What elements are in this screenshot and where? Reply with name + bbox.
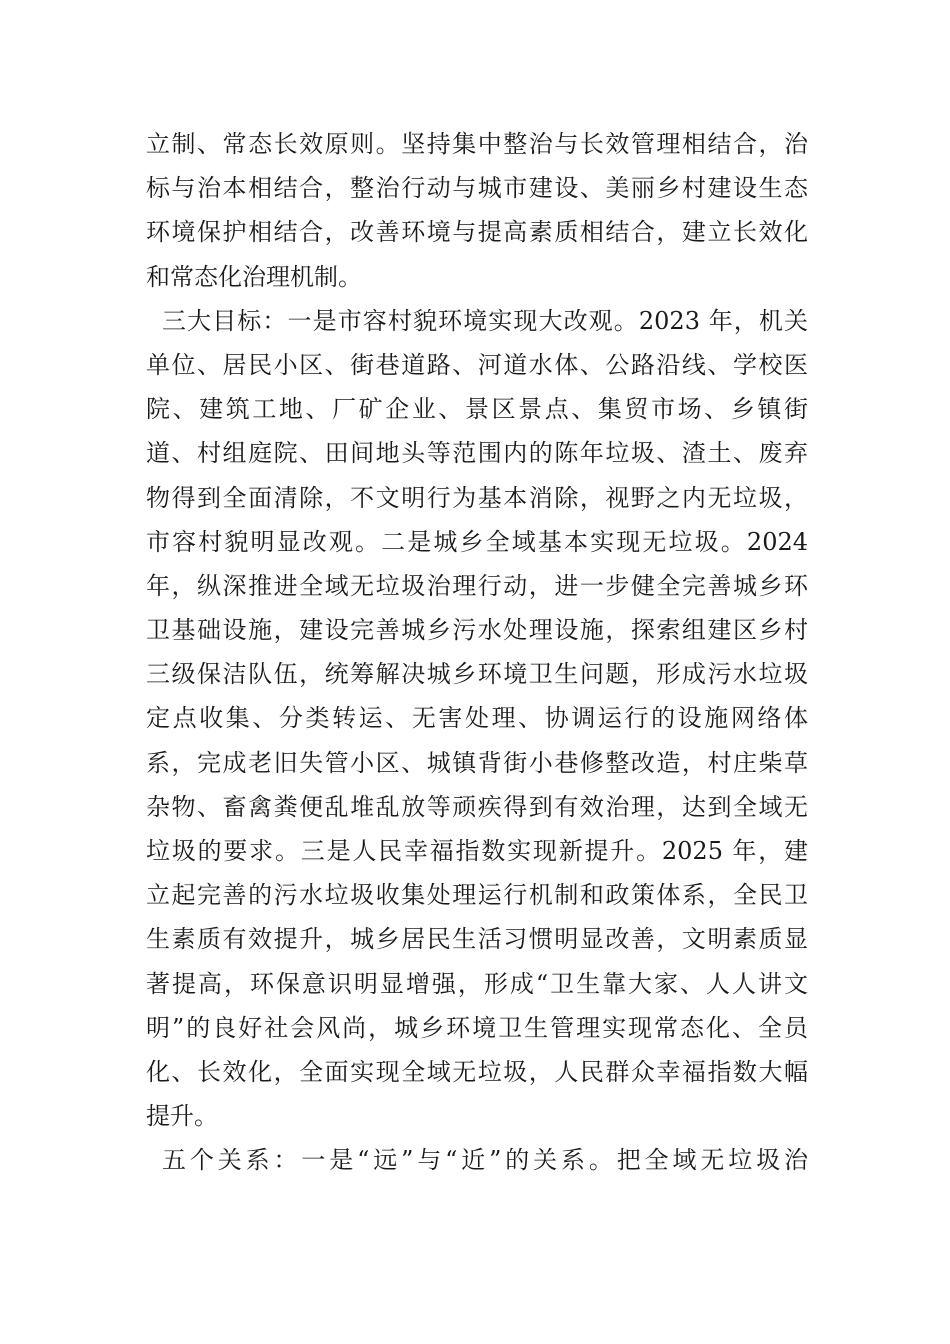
paragraph-line: 环境保护相结合，改善环境与提高素质相结合，建立长效化 [146, 218, 808, 247]
paragraph-line: 著提高，环保意识明显增强，形成“卫生靠大家、人人讲文 [146, 969, 808, 998]
paragraph-line: 院、建筑工地、厂矿企业、景区景点、集贸市场、乡镇街 [146, 395, 808, 424]
paragraph-line: 物得到全面清除，不文明行为基本消除，视野之内无垃圾， [146, 483, 808, 512]
paragraph-line: 立起完善的污水垃圾收集处理运行机制和政策体系，全民卫 [146, 881, 808, 910]
paragraph-line: 定点收集、分类转运、无害处理、协调运行的设施网络体 [146, 704, 808, 733]
paragraph-line: 立制、常态长效原则。坚持集中整治与长效管理相结合，治 [146, 130, 808, 158]
paragraph-line: 年，纵深推进全域无垃圾治理行动，进一步健全完善城乡环 [146, 571, 808, 600]
paragraph-line: 五个关系：一是“远”与“近”的关系。把全域无垃圾治 [162, 1146, 808, 1175]
paragraph-line: 卫基础设施，建设完善城乡污水处理设施，探索组建区乡村 [146, 616, 808, 645]
paragraph-line: 标与治本相结合，整治行动与城市建设、美丽乡村建设生态 [146, 174, 808, 203]
paragraph-line: 垃圾的要求。三是人民幸福指数实现新提升。2025 年，建 [146, 837, 808, 865]
paragraph-line: 系，完成老旧失管小区、城镇背街小巷修整改造，村庄柴草 [146, 748, 808, 777]
paragraph-line: 提升。 [146, 1102, 218, 1131]
paragraph-line: 单位、居民小区、街巷道路、河道水体、公路沿线、学校医 [146, 350, 808, 379]
paragraph-line: 生素质有效提升，城乡居民生活习惯明显改善，文明素质显 [146, 925, 808, 954]
paragraph-line: 三级保洁队伍，统筹解决城乡环境卫生问题，形成污水垃圾 [146, 660, 808, 689]
document-body [146, 122, 808, 1183]
paragraph-line: 杂物、畜禽粪便乱堆乱放等顽疾得到有效治理，达到全域无 [146, 792, 808, 821]
paragraph-line: 明”的良好社会风尚，城乡环境卫生管理实现常态化、全员 [146, 1013, 808, 1042]
paragraph-line: 三大目标：一是市容村貌环境实现大改观。2023 年，机关 [162, 306, 808, 335]
paragraph-line: 市容村貌明显改观。二是城乡全域基本实现无垃圾。2024 [146, 527, 808, 556]
paragraph-line: 化、长效化，全面实现全域无垃圾，人民群众幸福指数大幅 [146, 1057, 808, 1086]
paragraph-line: 和常态化治理机制。 [146, 262, 362, 291]
paragraph-line: 道、村组庭院、田间地头等范围内的陈年垃圾、渣土、废弃 [146, 439, 808, 468]
